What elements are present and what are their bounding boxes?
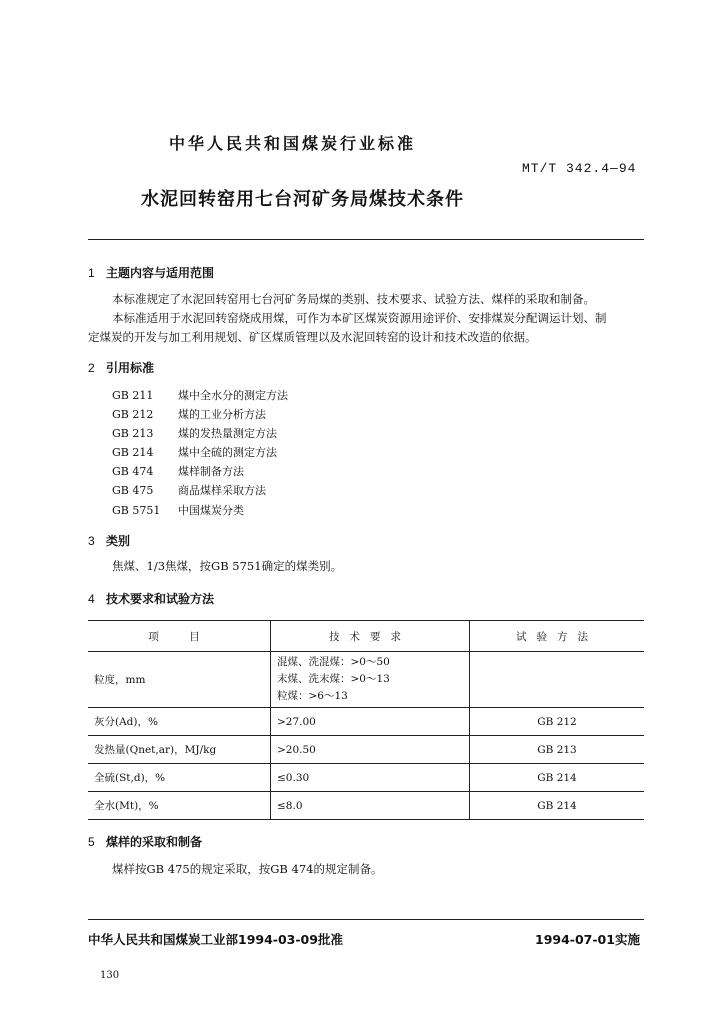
section-1-paragraph-2-line-2: 定煤炭的开发与加工利用规划、矿区煤质管理以及水泥回转窑的设计和技术改造的依据。 <box>88 330 537 344</box>
section-3-number: 3 <box>88 534 95 548</box>
section-4-heading <box>88 590 214 607</box>
reference-code: GB 213 <box>112 427 154 440</box>
reference-item <box>112 425 277 441</box>
table-row <box>88 652 644 708</box>
section-3-heading <box>88 532 130 549</box>
reference-name: 煤中全硫的测定方法 <box>178 446 277 459</box>
reference-code: GB 474 <box>112 465 154 478</box>
section-1-title: 主题内容与适用范围 <box>106 266 215 280</box>
technical-requirements-table <box>88 620 644 820</box>
section-1-heading <box>88 264 214 281</box>
reference-item <box>112 502 244 518</box>
column-header-method: 试验方法 <box>470 621 645 652</box>
section-5-heading <box>88 833 202 850</box>
table-cell-item: 发热量(Qnet,ar)，MJ/kg <box>88 736 271 764</box>
table-cell-item: 全硫(St,d)，% <box>88 764 271 792</box>
reference-code: GB 475 <box>112 484 154 497</box>
section-5-title: 煤样的采取和制备 <box>106 835 203 849</box>
implementation-date: 1994-07-01实施 <box>535 932 640 947</box>
table-cell-requirement: >20.50 <box>271 736 470 764</box>
approval-line: 中华人民共和国煤炭工业部1994-03-09批准 <box>88 932 343 947</box>
section-5-paragraph: 煤样按GB 475的规定采取，按GB 474的规定制备。 <box>112 862 383 876</box>
reference-item <box>112 406 266 422</box>
bottom-divider <box>88 919 644 920</box>
section-4-title: 技术要求和试验方法 <box>106 592 215 606</box>
reference-name: 商品煤样采取方法 <box>178 484 266 497</box>
section-2-heading <box>88 359 154 376</box>
requirement-line: 混煤、洗混煤：>0～50 <box>277 656 390 668</box>
table-cell-requirement: >27.00 <box>271 708 470 736</box>
table-cell-method: GB 213 <box>470 736 645 764</box>
table-cell-method: GB 212 <box>470 708 645 736</box>
table-header-row <box>88 621 644 652</box>
requirement-line: 末煤、洗末煤：>0～13 <box>277 673 390 685</box>
table-row <box>88 736 644 764</box>
reference-code: GB 212 <box>112 408 154 421</box>
reference-code: GB 211 <box>112 389 154 402</box>
page-number: 130 <box>100 970 120 981</box>
section-3-paragraph: 焦煤、1/3焦煤，按GB 5751确定的煤类别。 <box>112 559 343 573</box>
table-row <box>88 792 644 820</box>
reference-name: 煤的发热量测定方法 <box>178 427 277 440</box>
standard-series-title: 中华人民共和国煤炭行业标准 <box>169 134 417 153</box>
standard-number: MT/T 342.4—94 <box>522 161 637 176</box>
table-cell-method: GB 214 <box>470 792 645 820</box>
section-2-title: 引用标准 <box>106 361 155 375</box>
reference-item <box>112 482 266 498</box>
table-cell-item: 全水(Mt)，% <box>88 792 271 820</box>
column-header-item: 项 目 <box>88 621 271 652</box>
reference-code: GB 214 <box>112 446 154 459</box>
table-cell-item: 灰分(Ad)，% <box>88 708 271 736</box>
column-header-requirement: 技术要求 <box>271 621 470 652</box>
section-1-paragraph-2-line-1: 本标准适用于水泥回转窑烧成用煤，可作为本矿区煤炭资源用途评价、安排煤炭分配调运计划、制 <box>112 311 607 325</box>
table-cell-requirement <box>271 652 470 708</box>
section-1-paragraph-1: 本标准规定了水泥回转窑用七台河矿务局煤的类别、技术要求、试验方法、煤样的采取和制备。 <box>112 292 595 306</box>
section-1-number: 1 <box>88 266 95 280</box>
table-cell-requirement: ≤0.30 <box>271 764 470 792</box>
reference-item <box>112 444 277 460</box>
table-cell-method <box>470 652 645 708</box>
table-row <box>88 708 644 736</box>
reference-item <box>112 463 244 479</box>
reference-name: 中国煤炭分类 <box>178 504 244 517</box>
reference-code: GB 5751 <box>112 504 161 517</box>
section-4-number: 4 <box>88 592 95 606</box>
table-cell-item: 粒度，mm <box>88 652 271 708</box>
requirement-line: 粒煤：>6～13 <box>277 690 348 702</box>
table-cell-method: GB 214 <box>470 764 645 792</box>
document-title: 水泥回转窑用七台河矿务局煤技术条件 <box>141 189 464 210</box>
section-2-number: 2 <box>88 361 95 375</box>
section-3-title: 类别 <box>106 534 131 548</box>
section-5-number: 5 <box>88 835 95 849</box>
reference-name: 煤的工业分析方法 <box>178 408 266 421</box>
reference-name: 煤样制备方法 <box>178 465 244 478</box>
reference-name: 煤中全水分的测定方法 <box>178 389 288 402</box>
table-row <box>88 764 644 792</box>
top-divider <box>88 239 644 240</box>
table-cell-requirement: ≤8.0 <box>271 792 470 820</box>
reference-item <box>112 387 288 403</box>
